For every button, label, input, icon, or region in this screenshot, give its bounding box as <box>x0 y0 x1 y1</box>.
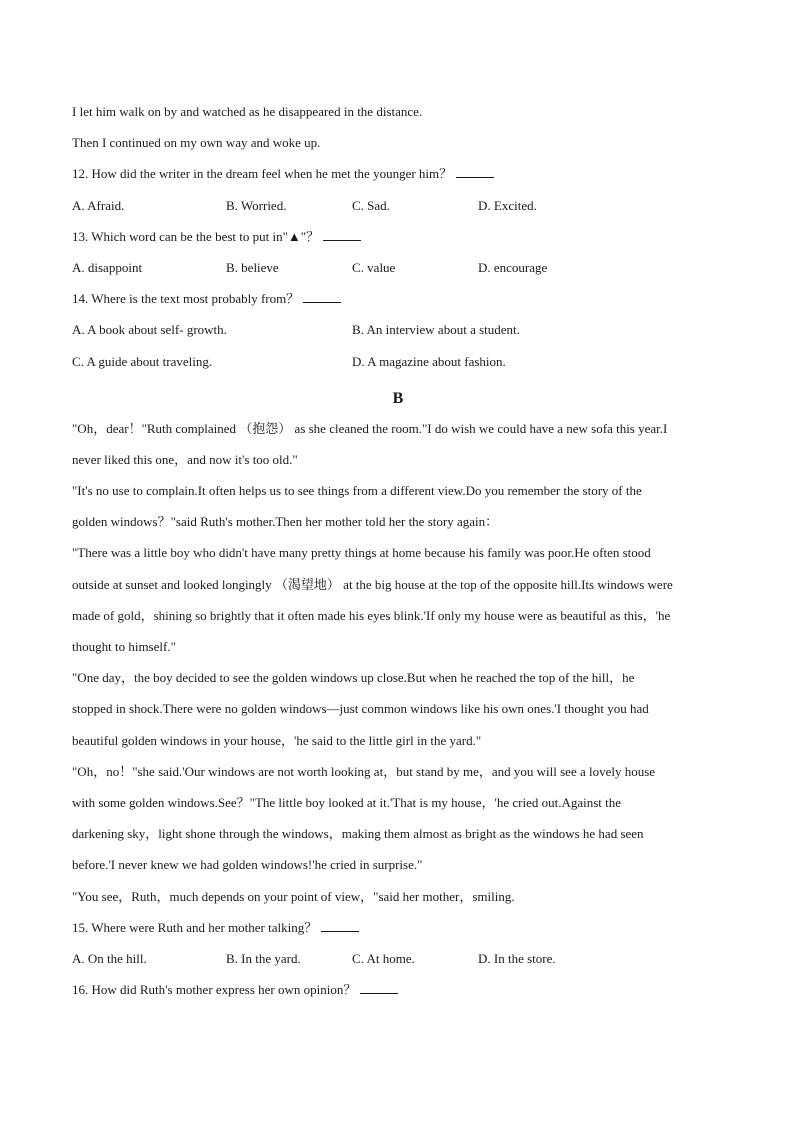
option-12-c[interactable]: C. Sad. <box>352 197 390 213</box>
option-13-a[interactable]: A. disappoint <box>72 259 143 275</box>
question-15-options <box>72 947 724 978</box>
option-12-a[interactable]: A. Afraid. <box>72 197 125 213</box>
passage-line: "You see，Ruth，much depends on your point of view，"said her mother，smiling. <box>72 888 515 904</box>
question-14-stem: 14. Where is the text most probably from？ <box>72 291 300 307</box>
passage-line: "Oh，no！"she said.'Our windows are not worth looking at，but stand by me，and you will see a lovely house <box>72 763 656 779</box>
option-13-c[interactable]: C. value <box>352 259 396 275</box>
passage-line: stopped in shock.There were no golden windows—just common windows like his own ones.'I thought you had <box>72 701 649 717</box>
section-b-heading: B <box>392 389 404 407</box>
passage-line: before.'I never knew we had golden windows!'he cried in surprise." <box>72 857 423 873</box>
question-12 <box>72 162 724 193</box>
question-16 <box>72 978 724 1009</box>
answer-blank-14[interactable] <box>303 288 341 303</box>
option-14-d[interactable]: D. A magazine about fashion. <box>352 353 506 369</box>
answer-blank-16[interactable] <box>360 979 398 994</box>
answer-blank-13[interactable] <box>323 226 361 241</box>
passage-b <box>72 417 724 916</box>
question-13-stem: 13. Which word can be the best to put in"▲"？ <box>72 228 320 244</box>
option-14-b[interactable]: B. An interview about a student. <box>352 322 520 338</box>
answer-blank-12[interactable] <box>456 163 494 178</box>
passage-line: outside at sunset and looked longingly （渴望地） at the big house at the top of the opposite hill.Its windows were <box>72 576 673 592</box>
question-12-options <box>72 194 724 225</box>
question-13 <box>72 225 724 256</box>
passage-line: never liked this one，and now it's too old." <box>72 451 298 467</box>
passage-line: with some golden windows.See？"The little boy looked at it.'That is my house，'he cried out.Against the <box>72 794 622 810</box>
option-15-a[interactable]: A. On the hill. <box>72 950 147 966</box>
passage-line: golden windows？"said Ruth's mother.Then her mother told her the story again： <box>72 514 499 530</box>
question-15-stem: 15. Where were Ruth and her mother talking？ <box>72 919 318 935</box>
option-12-d[interactable]: D. Excited. <box>478 197 537 213</box>
passage-line: beautiful golden windows in your house，'he said to the little girl in the yard." <box>72 732 482 748</box>
option-12-b[interactable]: B. Worried. <box>226 197 287 213</box>
passage-line: "There was a little boy who didn't have many pretty things at home because his family was poor.He often stood <box>72 545 651 561</box>
passage-line: "It's no use to complain.It often helps us to see things from a different view.Do you remember the story of the <box>72 483 642 499</box>
question-14-options-row-1 <box>72 318 724 349</box>
option-14-a[interactable]: A. A book about self- growth. <box>72 322 227 338</box>
passage-line: "One day，the boy decided to see the golden windows up close.But when he reached the top of the hill，he <box>72 670 635 686</box>
option-15-c[interactable]: C. At home. <box>352 950 415 966</box>
question-13-options <box>72 256 724 287</box>
question-12-stem: 12. How did the writer in the dream feel when he met the younger him？ <box>72 166 453 182</box>
question-14 <box>72 287 724 318</box>
intro-line-2: Then I continued on my own way and woke up. <box>72 135 321 151</box>
option-15-d[interactable]: D. In the store. <box>478 950 556 966</box>
option-14-c[interactable]: C. A guide about traveling. <box>72 353 213 369</box>
passage-line: darkening sky，light shone through the windows，making them almost as bright as the windows he had seen <box>72 826 644 842</box>
answer-blank-15[interactable] <box>321 917 359 932</box>
passage-line: made of gold，shining so brightly that it often made his eyes blink.'If only my house were as beautiful as this，'he <box>72 607 671 623</box>
option-15-b[interactable]: B. In the yard. <box>226 950 301 966</box>
exam-page <box>72 100 724 1009</box>
question-14-options-row-2 <box>72 350 724 381</box>
question-15 <box>72 916 724 947</box>
passage-line: "Oh，dear！"Ruth complained （抱怨） as she cleaned the room."I do wish we could have a new sofa this year.I <box>72 420 668 436</box>
option-13-b[interactable]: B. believe <box>226 259 279 275</box>
passage-line: thought to himself." <box>72 639 176 654</box>
question-16-stem: 16. How did Ruth's mother express her own opinion？ <box>72 982 357 998</box>
option-13-d[interactable]: D. encourage <box>478 259 548 275</box>
intro-line-1: I let him walk on by and watched as he disappeared in the distance. <box>72 104 423 119</box>
